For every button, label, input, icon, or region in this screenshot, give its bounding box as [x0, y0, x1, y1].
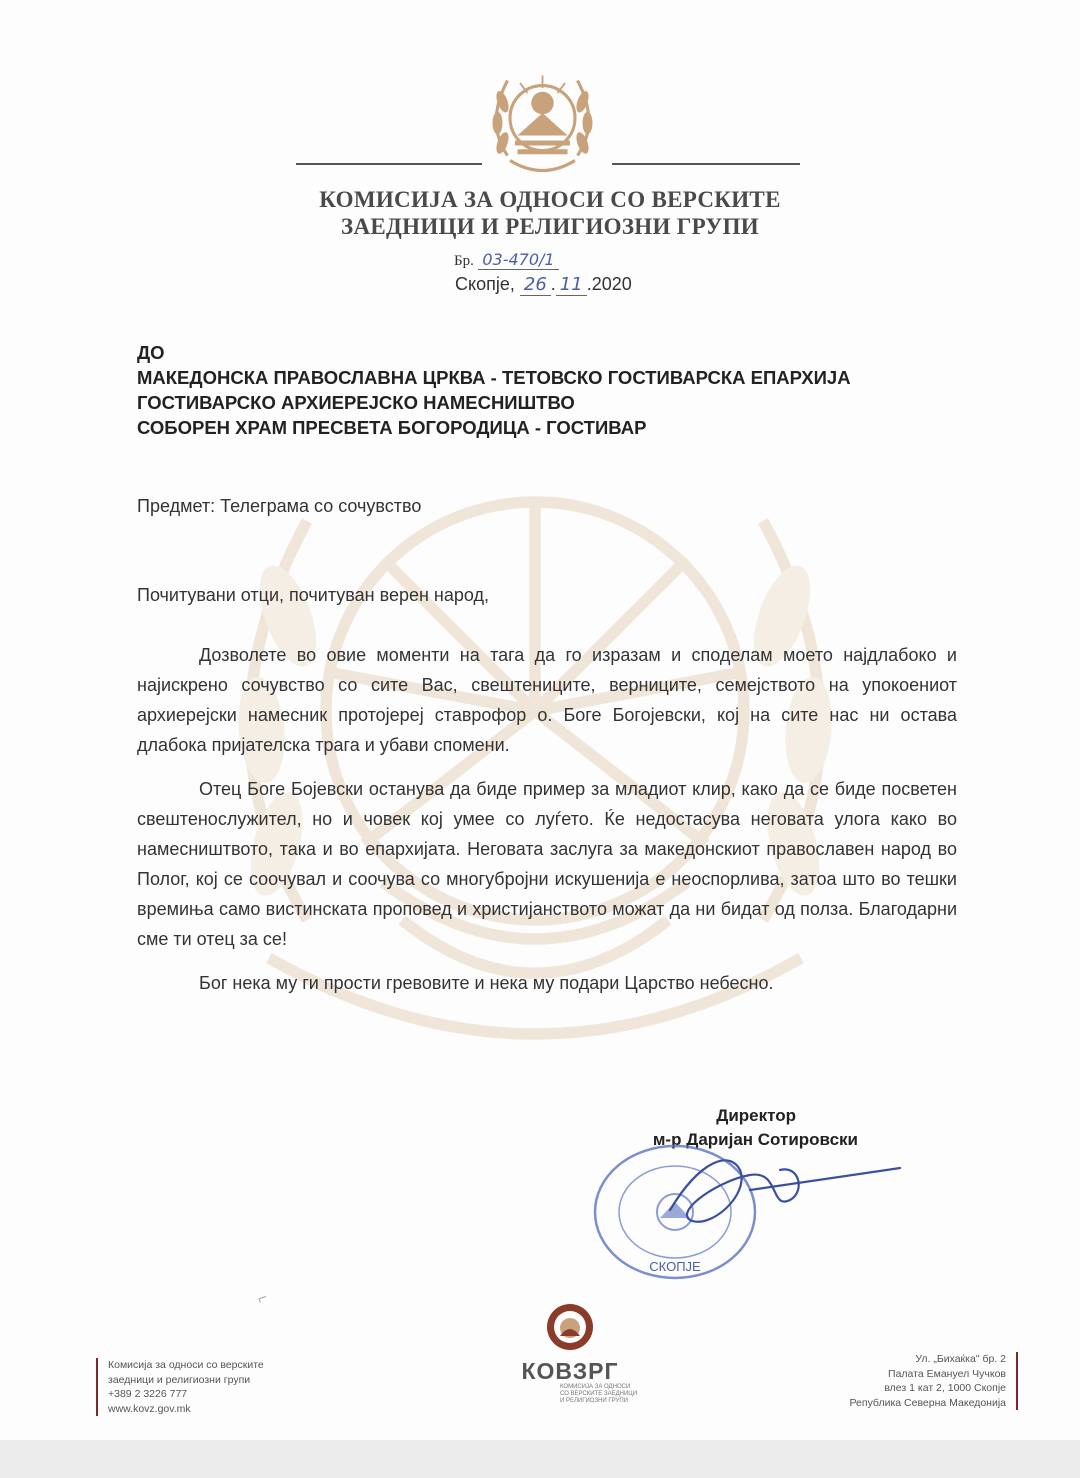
addressee-line3: СОБОРЕН ХРАМ ПРЕСВЕТА БОГОРОДИЦА - ГОСТИВАР	[137, 417, 647, 438]
date-year: .2020	[586, 274, 632, 294]
header-rule-right	[612, 163, 800, 165]
footer-contact	[96, 1358, 264, 1416]
date-day: 26	[520, 274, 551, 296]
institution-title-line2: ЗАЕДНИЦИ И РЕЛИГИОЗНИ ГРУПИ	[341, 214, 759, 239]
addressee-block	[137, 340, 851, 440]
footer-phone: +389 2 3226 777	[108, 1388, 188, 1400]
addressee-line1: МАКЕДОНСКА ПРАВОСЛАВНА ЦРКВА - ТЕТОВСКО ГОСТИВАРСКА ЕПАРХИЈА	[137, 367, 851, 388]
pen-mark: ⌐	[255, 1288, 270, 1309]
institution-title	[280, 186, 820, 240]
reference-label: Бр.	[454, 253, 474, 269]
footer-address	[850, 1352, 1019, 1410]
footer-website: www.kovz.gov.mk	[108, 1402, 191, 1415]
reference-number	[454, 250, 559, 270]
footer-left-line: заедници и религиозни групи	[108, 1373, 251, 1386]
place-date: Скопје, 26 . 11 .2020	[455, 274, 632, 295]
body-paragraph-1: Дозволете во овие моменти на тага да го изразам и споделам моето најдлабоко и најискрено сочувство со сите Вас, свештениците, верниците, семејството на упокоениот архиерејски намесник протојереј ставрофор о. Боге Богојевски, кој на сите нас ни остава длабока пријателска трага и убави спомени.	[137, 645, 957, 755]
institution-title-line1: КОМИСИЈА ЗА ОДНОСИ СО ВЕРСКИТЕ	[319, 187, 781, 212]
stamp-city: СКОПЈЕ	[649, 1259, 701, 1274]
letter-body	[137, 640, 957, 1012]
coat-of-arms-icon	[480, 58, 605, 183]
addressee-line2: ГОСТИВАРСКО АРХИЕРЕЈСКО НАМЕСНИШТВО	[137, 392, 575, 413]
handwritten-signature	[630, 1140, 910, 1250]
logo-subtitle: КОМИСИЈА ЗА ОДНОСИ СО ВЕРСКИТЕ ЗАЕДНИЦИ И РЕЛИГИОЗНИ ГРУПИ	[560, 1384, 638, 1404]
body-paragraph-3: Бог нека му ги прости гревовите и нека му подари Царство небесно.	[199, 973, 774, 993]
subject-line: Предмет: Телеграма со сочувство	[137, 496, 422, 516]
logo-name: КОВЗРГ	[521, 1358, 619, 1384]
footer-right-line: Ул. „Бихаќка" бр. 2	[915, 1353, 1006, 1365]
footer-right-line: влез 1 кат 2, 1000 Скопје	[884, 1382, 1006, 1394]
kovzrg-logo-icon	[545, 1302, 595, 1352]
signer-role: Директор	[716, 1106, 796, 1125]
addressee-to: ДО	[137, 342, 165, 363]
footer-left-line: Комисија за односи со верските	[108, 1359, 264, 1371]
footer-right-line: Република Северна Македонија	[849, 1396, 1006, 1409]
city-label: Скопје,	[455, 274, 515, 294]
footer-right-line: Палата Емануел Чучков	[888, 1367, 1006, 1380]
date-month: 11	[556, 274, 587, 296]
salutation: Почитувани отци, почитуван верен народ,	[137, 585, 489, 605]
signer-name: м-р Даријан Сотировски	[652, 1130, 858, 1149]
reference-value: 03-470/1	[478, 250, 558, 270]
header-rule-left	[296, 163, 482, 165]
body-paragraph-2: Отец Боге Бојевски останува да биде пример за младиот клир, како да се биде посветен свештенослужител, но и човек кој умее со луѓето. Ќе недостасува неговата улога како во намесништвото, така и во епархијата. Неговата заслуга за македонскиот православен народ во Полог, кој се соочувал и соочува со многубројни искушенија е неоспорлива, затоа што во тешки времиња само вистинската проповед и христијанството можат да ни бидат од полза. Благодарни сме ти отец за се!	[137, 779, 957, 949]
